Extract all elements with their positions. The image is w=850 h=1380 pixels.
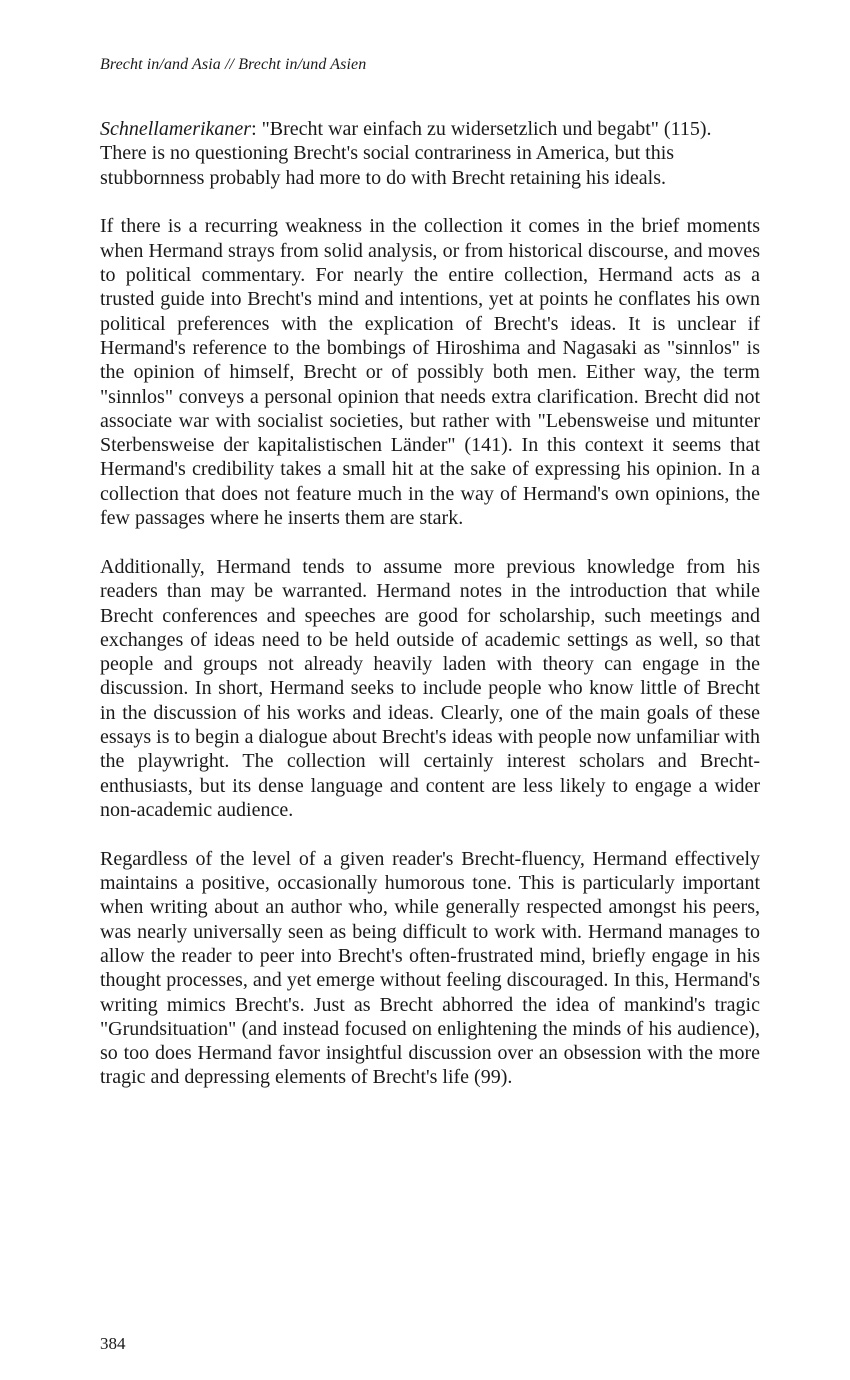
body-text xyxy=(100,117,760,1114)
paragraph-2: If there is a recurring weakness in the collection it comes in the brief moments when Hermand strays from solid analysis, or from historical discourse, and moves to political commentary. For nearly the entire collection, Hermand acts as a trusted guide into Brecht's mind and intentions, yet at points he conflates his own political preferences with the explication of Brecht's ideas. It is unclear if Hermand's reference to the bombings of Hiroshima and Nagasaki as "sinnlos" is the opinion of himself, Brecht or of possibly both men. Either way, the term "sinnlos" conveys a personal opinion that needs extra clarification. Brecht did not associate war with socialist societies, but rather with "Lebensweise und mitunter Sterbensweise der kapitalistischen Länder" (141). In this context it seems that Hermand's credibility takes a small hit at the sake of expressing his opinion. In a collection that does not feature much in the way of Hermand's own opinions, the few passages where he inserts them are stark. xyxy=(100,215,760,530)
paragraph-4: Regardless of the level of a given reader's Brecht-fluency, Hermand effectively maintains a positive, occasionally humorous tone. This is particularly important when writing about an author who, while generally respected amongst his peers, was nearly universally seen as being difficult to work with. Hermand manages to allow the reader to peer into Brecht's often-frustrated mind, briefly engage in his thought processes, and yet emerge without feeling discouraged. In this, Hermand's writing mimics Brecht's. Just as Brecht abhorred the idea of mankind's tragic "Grundsituation" (and instead focused on enlightening the minds of his audience), so too does Hermand favor insightful discussion over an obsession with the more tragic and depressing elements of Brecht's life (99). xyxy=(100,847,760,1089)
running-header: Brecht in/and Asia // Brecht in/und Asien xyxy=(100,56,367,73)
italic-term: Schnellamerikaner xyxy=(100,118,252,140)
paragraph-3: Additionally, Hermand tends to assume more previous knowledge from his readers than may be warranted. Hermand notes in the introduction that while Brecht conferences and speeches are good for scholarship, such meetings and exchanges of ideas need to be held outside of academic settings as well, so that people and groups not already heavily laden with theory can engage in the discussion. In short, Hermand seeks to include people who know little of Brecht in the discussion of his works and ideas. Clearly, one of the main goals of these essays is to begin a dialogue about Brecht's ideas with people now unfamiliar with the playwright. The collection will certainly interest scholars and Brecht-enthusiasts, but its dense language and content are less likely to engage a wider non-academic audience. xyxy=(100,555,760,821)
paragraph-1 xyxy=(100,117,760,190)
page-number: 384 xyxy=(100,1334,126,1353)
paragraph-1-text: : "Brecht war einfach zu widersetzlich und begabt" (115). There is no questioning Brecht's social contrariness in America, but this stubbornness probably had more to do with Brecht retaining his ideals. xyxy=(100,118,712,189)
